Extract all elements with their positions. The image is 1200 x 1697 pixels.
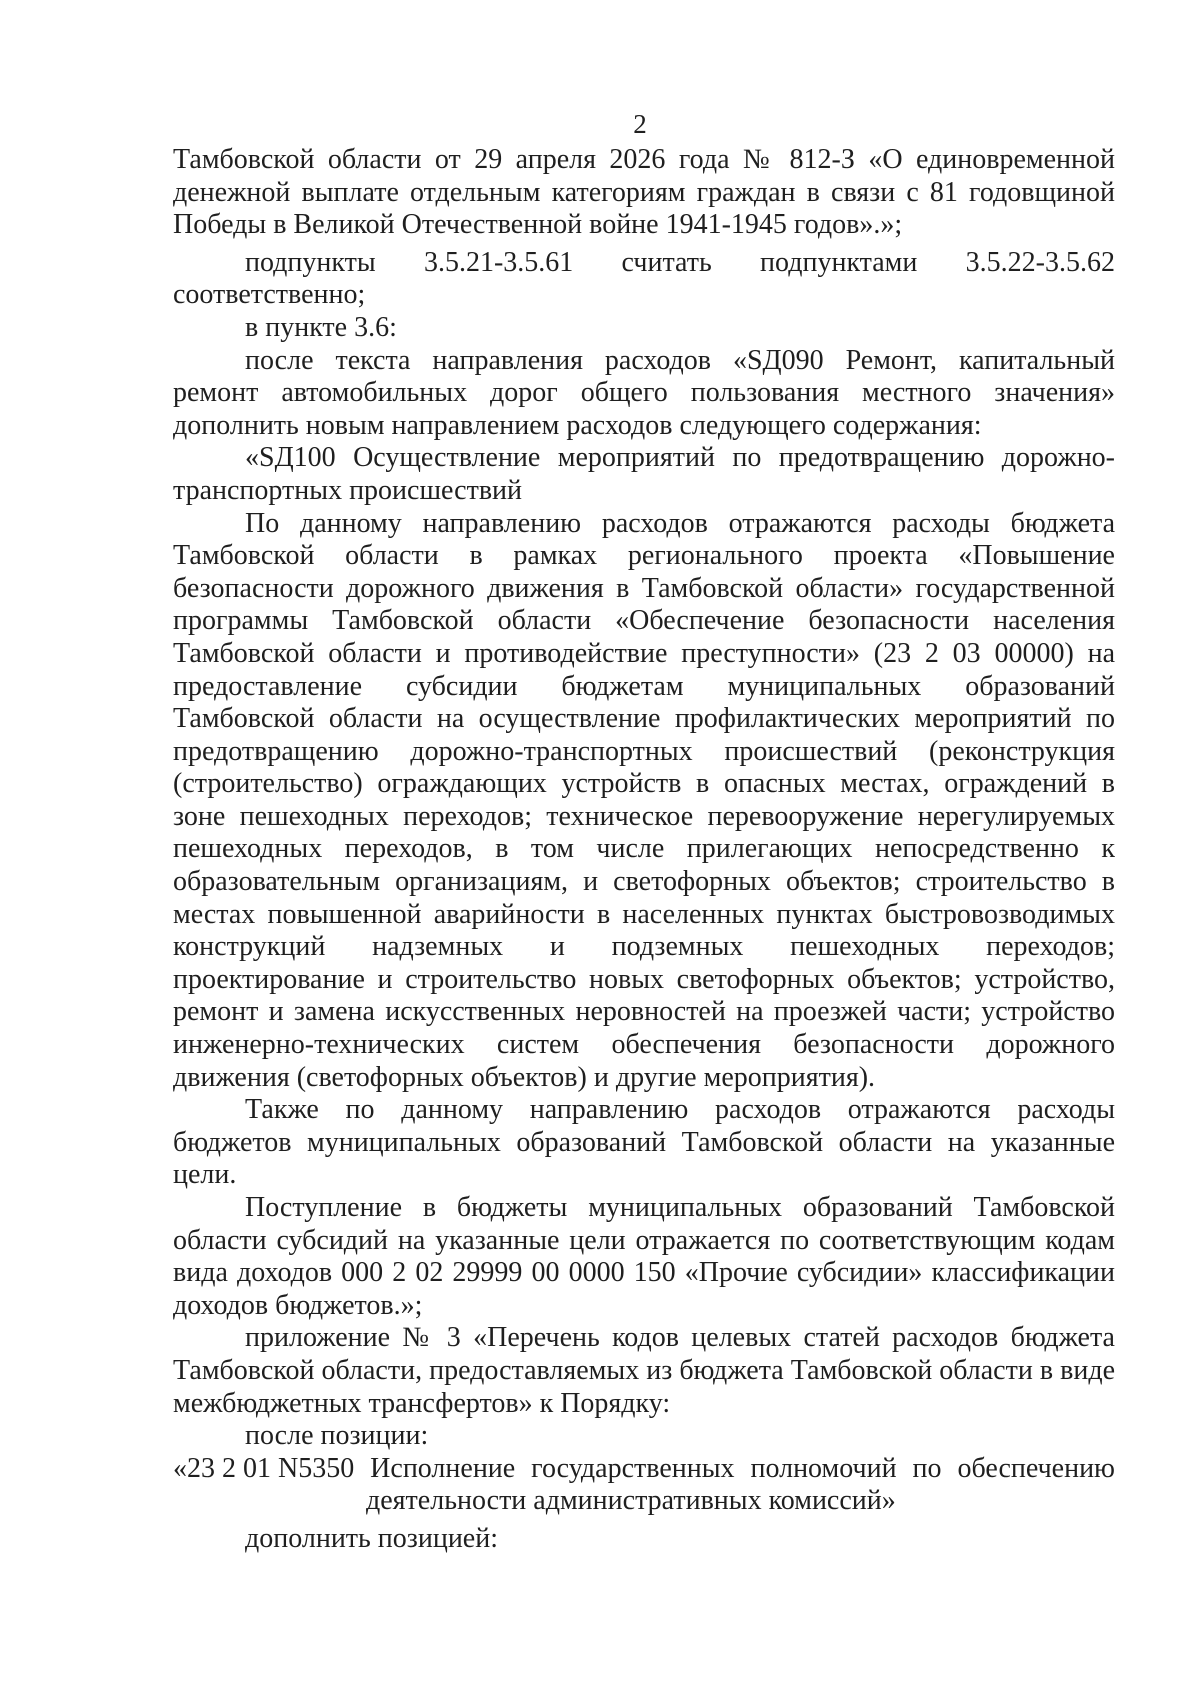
position-word-3: государственных	[531, 1452, 735, 1484]
paragraph-sd100-description: По данному направлению расходов отражаются расходы бюджета Тамбовской области в рамках регионального проекта «Повышение безопасности дорожного движения в Тамбовской области» государственной программы Тамбовской области «Обеспечение безопасности населения Тамбовской области и противодействие преступности» (23 2 03 00000) на предоставление субсидии бюджетам муниципальных образований Тамбовской области на осуществление профилактических мероприятий по предотвращению дорожно-транспортных происшествий (реконструкция (строительство) ограждающих устройств в опасных местах, ограждений в зоне пешеходных переходов; техническое перевооружение нерегулируемых пешеходных переходов, в том числе прилегающих непосредственно к образовательным организациям, и светофорных объектов; строительство в местах повышенной аварийности в населенных пунктах быстровозводимых конструкций надземных и подземных пешеходных переходов; проектирование и строительство новых светофорных объектов; устройство, ремонт и замена искусственных неровностей на проезжей части; устройство инженерно-технических систем обеспечения безопасности дорожного движения (светофорных объектов) и другие мероприятия).	[173, 507, 1115, 1093]
subpoints-word-3: считать	[621, 246, 712, 278]
subpoints-word-4: подпунктами	[760, 246, 918, 278]
paragraph-law-reference: Тамбовской области от 29 апреля 2026 года № 812-З «О единовременной денежной выплате отдельным категориям граждан в связи с 81 годовщиной Победы в Великой Отечественной войне 1941-1945 годов».»;	[173, 144, 1115, 241]
position-word-6: обеспечению	[957, 1452, 1115, 1484]
position-word-2: Исполнение	[370, 1452, 516, 1484]
paragraph-subpoints-row	[173, 247, 1115, 280]
paragraph-point-3-6: в пункте 3.6:	[245, 311, 397, 343]
page-number: 2	[633, 109, 647, 139]
paragraph-after-position: после позиции:	[245, 1420, 429, 1452]
paragraph-sd100-title: «SД100 Осуществление мероприятий по предотвращению дорожно-транспортных происшествий	[173, 442, 1115, 506]
paragraph-subsidy-income: Поступление в бюджеты муниципальных образований Тамбовской области субсидий на указанные цели отражается по соответствующим кодам вида доходов 000 2 02 29999 00 0000 150 «Прочие субсидии» классификации доходов бюджетов.»;	[173, 1192, 1115, 1321]
paragraph-appendix-3: приложение № 3 «Перечень кодов целевых статей расходов бюджета Тамбовской области, предоставляемых из бюджета Тамбовской области в виде межбюджетных трансфертов» к Порядку:	[173, 1322, 1115, 1419]
position-entry-continuation: деятельности административных комиссий»	[366, 1485, 896, 1517]
position-word-1: «23 2 01 N5350	[173, 1452, 355, 1484]
position-word-4: полномочий	[750, 1452, 897, 1484]
subpoints-word-5: 3.5.22-3.5.62	[965, 246, 1115, 278]
paragraph-subpoints-continuation: соответственно;	[173, 279, 366, 311]
position-word-5: по	[912, 1452, 942, 1484]
paragraph-after-sd090: после текста направления расходов «SД090 Ремонт, капитальный ремонт автомобильных дорог общего пользования местного значения» дополнить новым направлением расходов следующего содержания:	[173, 344, 1115, 441]
subpoints-word-1: подпункты	[245, 246, 376, 278]
position-entry	[173, 1453, 1115, 1518]
position-entry-first-line	[173, 1453, 1115, 1486]
subpoints-word-2: 3.5.21-3.5.61	[423, 246, 574, 278]
paragraph-municipal-expenses: Также по данному направлению расходов отражаются расходы бюджетов муниципальных образований Тамбовской области на указанные цели.	[173, 1094, 1115, 1191]
document-body	[173, 144, 1115, 1556]
paragraph-add-position: дополнить позицией:	[245, 1522, 498, 1554]
